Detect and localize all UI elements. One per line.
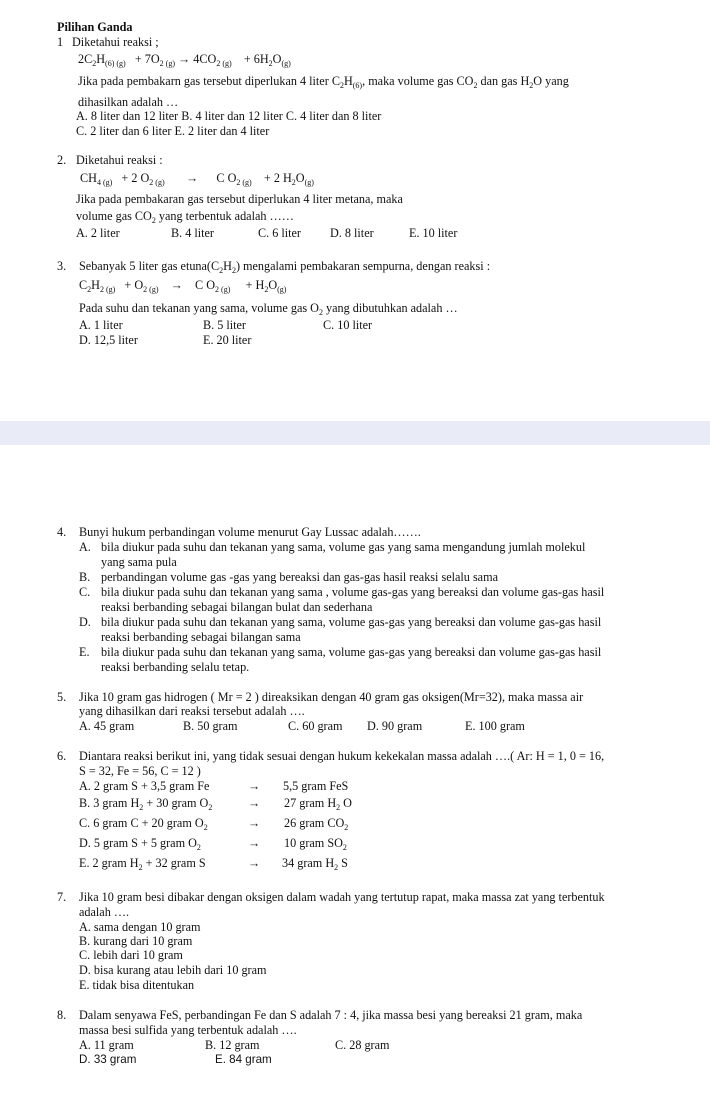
answer-option: C. 28 gram [335, 1038, 390, 1052]
question-number: 1 [57, 35, 64, 49]
answer-options-row-1: A. 8 liter dan 12 liter B. 4 liter dan 12 liter C. 4 liter dan 8 liter [76, 109, 382, 123]
question-stem: Sebanyak 5 liter gas $etuna(C_2H_2)$ mengalami pembakaran sempurna, dengan reaksi : [79, 259, 491, 275]
answer-option: B. 50 gram [183, 719, 238, 733]
reaction-option-lhs: E. 2 gram $H_2 + 32$ gram S [79, 856, 206, 872]
reaction-option-rhs: 26 gram $CO_2$ [284, 816, 349, 832]
question-number: 4. [57, 525, 67, 539]
answer-option-letter: B. [79, 570, 91, 584]
answer-option: B. kurang dari 10 gram [79, 934, 193, 948]
question-stem-continued: yang dihasilkan dari reaksi tersebut adalah …. [79, 704, 305, 718]
reaction-equation: $CH_{4 (g)}$ + 2 $O_{2 (g)}$ → C $O_{2 (g)}$ + 2 $H_2O_{(g)}$ [80, 171, 314, 187]
question-number: 5. [57, 690, 67, 704]
answer-option-letter: D. [79, 615, 91, 629]
question-stem-continued: dihasilkan adalah … [78, 95, 179, 109]
answer-option-text: perbandingan volume gas -gas yang bereaksi dan gas-gas hasil reaksi selalu sama [101, 570, 498, 584]
question-number: 6. [57, 749, 67, 763]
answer-option: D. 33 gram [79, 1053, 137, 1066]
answer-option: B. 5 liter [203, 318, 246, 332]
reaction-option-rhs: 27 gram $H_2$ O [284, 796, 352, 812]
arrow: → [248, 816, 261, 830]
reaction-equation: $C_2H_{2 (g)}$ + $O_{2 (g)}$ → C $O_{2 (g)}$ + $H_2O_{(g)}$ [79, 278, 287, 294]
question-number: 8. [57, 1008, 67, 1022]
reaction-option-lhs: C. 6 gram C + 20 gram $O_2$ [79, 816, 208, 832]
answer-option: C. lebih dari 10 gram [79, 948, 183, 962]
question-number: 2. [57, 153, 67, 167]
answer-option-text: yang sama pula [101, 555, 177, 569]
answer-option: E. 10 liter [409, 226, 458, 240]
answer-option: E. 100 gram [465, 719, 525, 733]
answer-option: C. 60 gram [288, 719, 343, 733]
reaction-option-lhs: D. 5 gram S + 5 gram $O_2$ [79, 836, 201, 852]
answer-option-text: reaksi berbanding sebagai bilangan sama [101, 630, 301, 644]
question-stem: Diantara reaksi berikut ini, yang tidak sesuai dengan hukum kekekalan massa adalah ….( Ar: H = 1, 0 = 16, [79, 749, 605, 763]
arrow: → [248, 836, 261, 850]
question-stem: Jika pada pembakaran gas tersebut diperlukan 4 liter metana, maka [76, 192, 403, 206]
answer-option: A. sama dengan 10 gram [79, 920, 201, 934]
answer-option: D. 8 liter [330, 226, 374, 240]
arrow: → [248, 796, 261, 810]
reaction-option-lhs: A. 2 gram S + 3,5 gram Fe [79, 779, 210, 793]
question-stem-continued: adalah …. [79, 905, 130, 919]
reaction-option-rhs: 10 gram $SO_2$ [284, 836, 347, 852]
reaction-option-rhs: 5,5 gram FeS [283, 779, 349, 793]
answer-option: B. 4 liter [171, 226, 214, 240]
answer-option: E. 20 liter [203, 333, 252, 347]
question-stem: Bunyi hukum perbandingan volume menurut Gay Lussac adalah……. [79, 525, 421, 539]
arrow: → [248, 779, 261, 793]
answer-option: D. 12,5 liter [79, 333, 138, 347]
question-stem: Jika pada pembakarn gas tersebut diperlukan 4 liter $C_2H_{(6)}$, maka volume gas $CO_2$ dan gas $H_2O$ yang [78, 74, 569, 90]
reaction-option-lhs: B. 3 gram $H_2 + 30$ gram $O_2$ [79, 796, 213, 812]
question-stem: Dalam senyawa FeS, perbandingan Fe dan S adalah 7 : 4, jika massa besi yang bereaksi 21 gram, maka [79, 1008, 583, 1022]
answer-option-letter: E. [79, 645, 90, 659]
question-stem-continued: Pada suhu dan tekanan yang sama, volume gas $O_2$ yang dibutuhkan adalah … [79, 301, 458, 317]
answer-option: B. 12 gram [205, 1038, 260, 1052]
answer-option: C. 6 liter [258, 226, 301, 240]
answer-option-text: bila diukur pada suhu dan tekanan yang sama, volume gas-gas yang bereaksi dan volume gas-gas hasil [101, 645, 602, 659]
question-stem-continued: S = 32, Fe = 56, C = 12 ) [79, 764, 201, 778]
answer-option: A. 11 gram [79, 1038, 134, 1052]
answer-option: E. tidak bisa ditentukan [79, 978, 195, 992]
question-stem-continued: massa besi sulfida yang terbentuk adalah …. [79, 1023, 297, 1037]
answer-option-text: bila diukur pada suhu dan tekanan yang sama, volume gas-gas yang bereaksi dan volume gas-gas hasil [101, 615, 602, 629]
answer-option-text: bila diukur pada suhu dan tekanan yang sama, volume gas yang sama mengandung jumlah molekul [101, 540, 586, 554]
section-title: Pilihan Ganda [57, 20, 133, 34]
answer-option-text: bila diukur pada suhu dan tekanan yang sama , volume gas-gas yang bereaksi dan volume gas-gas hasil [101, 585, 605, 599]
answer-option-text: reaksi berbanding sebagai bilangan bulat dan sederhana [101, 600, 373, 614]
answer-option: E. 84 gram [215, 1053, 272, 1066]
answer-option: D. bisa kurang atau lebih dari 10 gram [79, 963, 267, 977]
reaction-equation: $2C_2H_{(6) (g)}$ + $7O_{2 (g)} \to 4CO_{2 (g)}$ + $6H_2O_{(g)}$ [78, 52, 291, 68]
answer-options-row-2: C. 2 liter dan 6 liter E. 2 liter dan 4 liter [76, 124, 270, 138]
arrow: → [248, 856, 261, 870]
question-number: 3. [57, 259, 67, 273]
answer-option: A. 1 liter [79, 318, 123, 332]
answer-option-letter: A. [79, 540, 91, 554]
question-intro: Diketahui reaksi ; [72, 35, 159, 49]
question-intro: Diketahui reaksi : [76, 153, 163, 167]
answer-option-text: reaksi berbanding selalu tetap. [101, 660, 250, 674]
question-stem: Jika 10 gram gas hidrogen ( Mr = 2 ) direaksikan dengan 40 gram gas oksigen(Mr=32), maka massa air [79, 690, 584, 704]
question-stem-continued: volume gas $CO_2$ yang terbentuk adalah …… [76, 209, 294, 225]
page-break-band [0, 421, 710, 445]
answer-option: C. 10 liter [323, 318, 373, 332]
question-stem: Jika 10 gram besi dibakar dengan oksigen dalam wadah yang tertutup rapat, maka massa zat yang terbentuk [79, 890, 605, 904]
reaction-option-rhs: 34 gram $H_2$ S [282, 856, 348, 872]
answer-option-letter: C. [79, 585, 91, 599]
answer-option: D. 90 gram [367, 719, 423, 733]
answer-option: A. 2 liter [76, 226, 120, 240]
question-number: 7. [57, 890, 67, 904]
answer-option: A. 45 gram [79, 719, 135, 733]
